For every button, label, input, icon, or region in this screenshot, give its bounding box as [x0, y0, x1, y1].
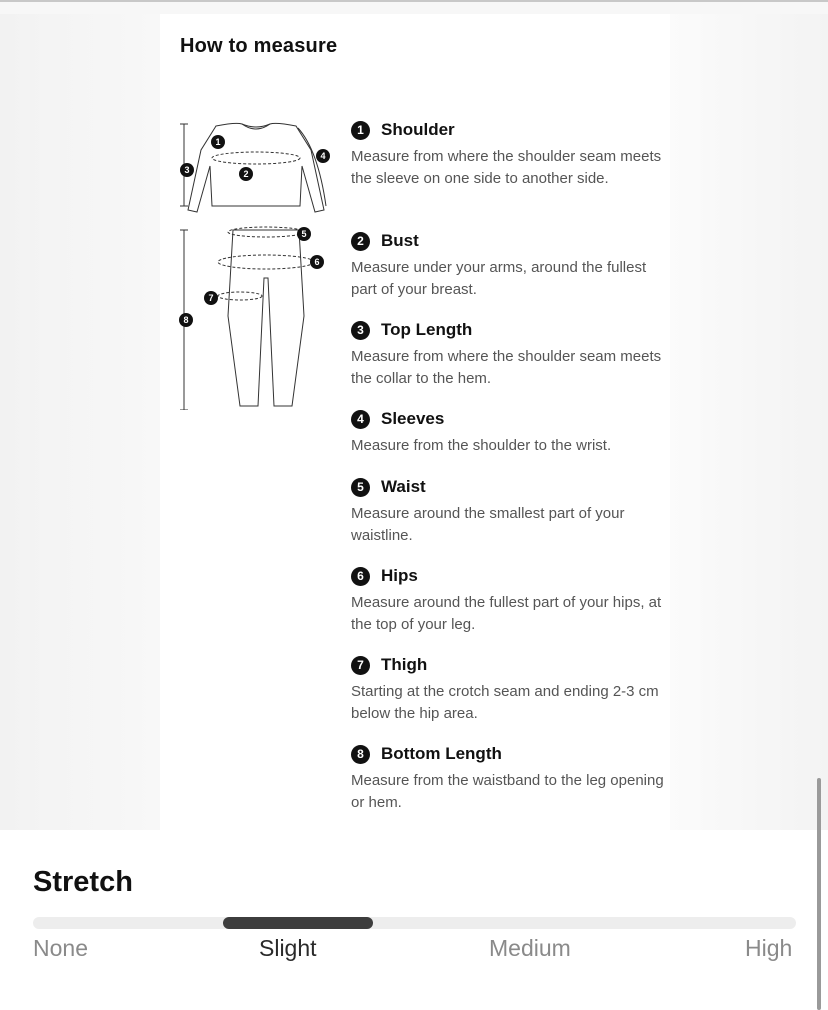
scrollbar-thumb[interactable] [817, 778, 821, 1010]
step-title: Hips [381, 566, 418, 585]
step-title: Waist [381, 477, 426, 496]
svg-text:8: 8 [183, 315, 189, 325]
step-description: Measure around the fullest part of your hips, at the top of your leg. [351, 594, 662, 633]
step-title: Bust [381, 231, 419, 250]
step-hips [351, 564, 671, 635]
step-bust [351, 229, 671, 300]
step-title: Top Length [381, 320, 473, 339]
measure-guide-card [160, 14, 670, 840]
step-waist [351, 475, 671, 546]
marker-6-icon [310, 255, 324, 269]
svg-text:4: 4 [320, 151, 326, 161]
stretch-title: Stretch [33, 866, 133, 898]
step-number-badge: 8 [351, 745, 370, 764]
stretch-level-slight: Slight [259, 935, 317, 961]
svg-text:3: 3 [184, 165, 190, 175]
step-description: Measure from where the shoulder seam meets the sleeve on one side to another side. [351, 148, 662, 187]
stretch-level-none: None [33, 935, 88, 961]
step-number-badge: 6 [351, 567, 370, 586]
step-thigh [351, 653, 671, 724]
marker-3-icon [180, 163, 194, 177]
stretch-track [33, 917, 796, 929]
waist-measure-line [228, 227, 307, 239]
background-right [670, 14, 828, 844]
top-divider [0, 0, 828, 2]
measure-guide-title: How to measure [180, 35, 338, 57]
step-number-badge: 2 [351, 232, 370, 251]
step-title: Sleeves [381, 409, 445, 428]
step-number-badge: 3 [351, 321, 370, 340]
thigh-measure-line [218, 292, 262, 300]
step-title: Bottom Length [381, 744, 502, 763]
stretch-level-medium: Medium [489, 935, 571, 961]
garment-measurement-diagram [176, 110, 336, 410]
step-title: Shoulder [381, 120, 455, 139]
hips-measure-line [218, 255, 314, 269]
step-description: Measure under your arms, around the fullest part of your breast. [351, 259, 647, 298]
step-number-badge: 7 [351, 656, 370, 675]
marker-2-icon [239, 167, 253, 181]
step-sleeves [351, 407, 671, 457]
marker-5-icon [297, 227, 311, 241]
marker-1-icon [211, 135, 225, 149]
step-number-badge: 5 [351, 478, 370, 497]
step-shoulder [351, 118, 671, 189]
svg-text:1: 1 [215, 137, 221, 147]
svg-text:7: 7 [208, 293, 214, 303]
svg-text:2: 2 [243, 169, 249, 179]
svg-text:6: 6 [314, 257, 320, 267]
stretch-level-indicator [223, 917, 373, 929]
marker-7-icon [204, 291, 218, 305]
step-number-badge: 4 [351, 410, 370, 429]
step-description: Measure from the shoulder to the wrist. [351, 437, 612, 454]
step-top-length [351, 318, 671, 389]
step-description: Measure from where the shoulder seam meets the collar to the hem. [351, 348, 662, 387]
top-garment-outline [188, 123, 324, 212]
step-description: Starting at the crotch seam and ending 2-3 cm below the hip area. [351, 683, 659, 722]
background-left [0, 14, 160, 844]
svg-text:5: 5 [301, 229, 307, 239]
step-bottom-length [351, 742, 671, 813]
step-number-badge: 1 [351, 121, 370, 140]
bust-measure-line [212, 152, 300, 164]
step-title: Thigh [381, 655, 428, 674]
step-description: Measure around the smallest part of your waistline. [351, 505, 625, 544]
marker-4-icon [316, 149, 330, 163]
stretch-level-high: High [745, 935, 793, 961]
marker-8-icon [179, 313, 193, 327]
step-description: Measure from the waistband to the leg opening or hem. [351, 772, 664, 811]
